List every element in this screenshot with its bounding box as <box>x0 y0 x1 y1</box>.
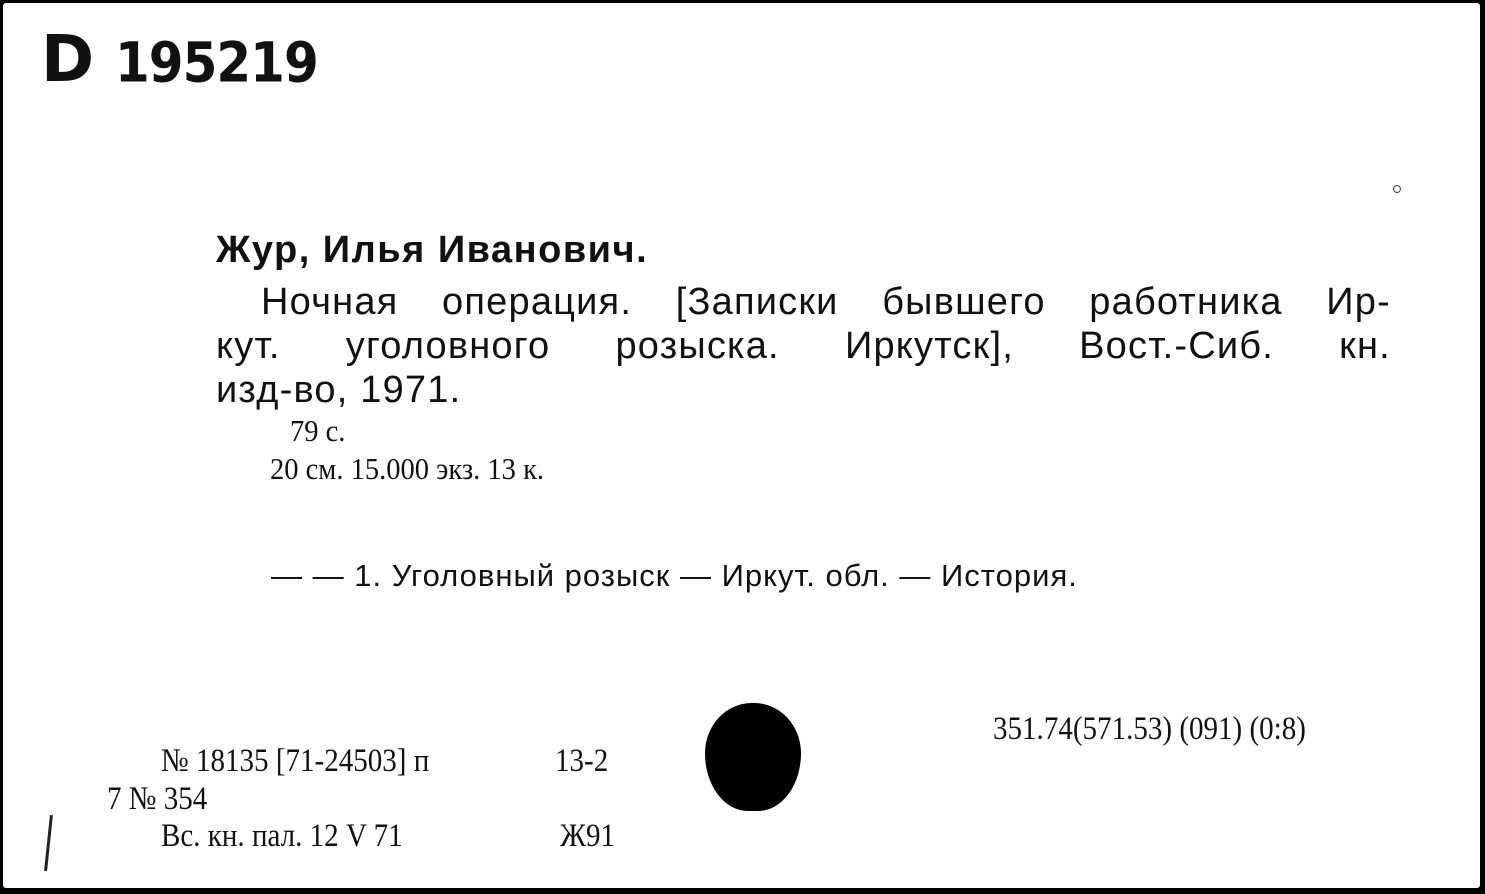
price-code: 13-2 <box>555 743 609 779</box>
description-word: [Записки <box>675 281 839 323</box>
description-word: Ир- <box>1326 281 1391 323</box>
description-line-1 <box>261 281 1391 324</box>
specks-mark <box>1393 185 1401 193</box>
shelf-mark: Ж91 <box>560 818 616 854</box>
description-word: Иркутск], <box>844 325 1014 367</box>
description-word: розыска. <box>615 325 780 367</box>
description-word: кут. <box>216 325 281 367</box>
book-chamber-date: Вс. кн. пал. 12 V 71 <box>161 818 403 854</box>
description-word: работника <box>1089 281 1283 323</box>
classification-code: 351.74(571.53) (091) (0:8) <box>993 711 1306 747</box>
description-word: Ночная <box>261 281 399 323</box>
description-line-2 <box>216 325 1391 368</box>
sub-registration: 7 № 354 <box>107 781 208 817</box>
stamp-number: 195219 <box>115 31 318 95</box>
subject-heading: — — 1. Уголовный розыск — Иркут. обл. — История. <box>271 558 1078 593</box>
description-word: операция. <box>442 281 633 323</box>
punch-hole <box>705 703 801 811</box>
format-edition-price: 20 см. 15.000 экз. 13 к. <box>270 451 545 486</box>
pencil-mark <box>44 815 53 871</box>
page-count: 79 с. <box>290 413 346 448</box>
description-word: Вост.-Сиб. <box>1079 325 1274 367</box>
description-word: кн. <box>1339 325 1391 367</box>
description-word: уголовного <box>345 325 551 367</box>
catalog-card <box>3 3 1480 888</box>
description-word: бывшего <box>882 281 1046 323</box>
stamp-letter: D <box>41 23 93 97</box>
description-line-3: изд-во, 1971. <box>216 369 462 411</box>
registration-number: № 18135 [71-24503] п <box>161 743 430 779</box>
author-heading: Жур, Илья Иванович. <box>216 229 649 271</box>
